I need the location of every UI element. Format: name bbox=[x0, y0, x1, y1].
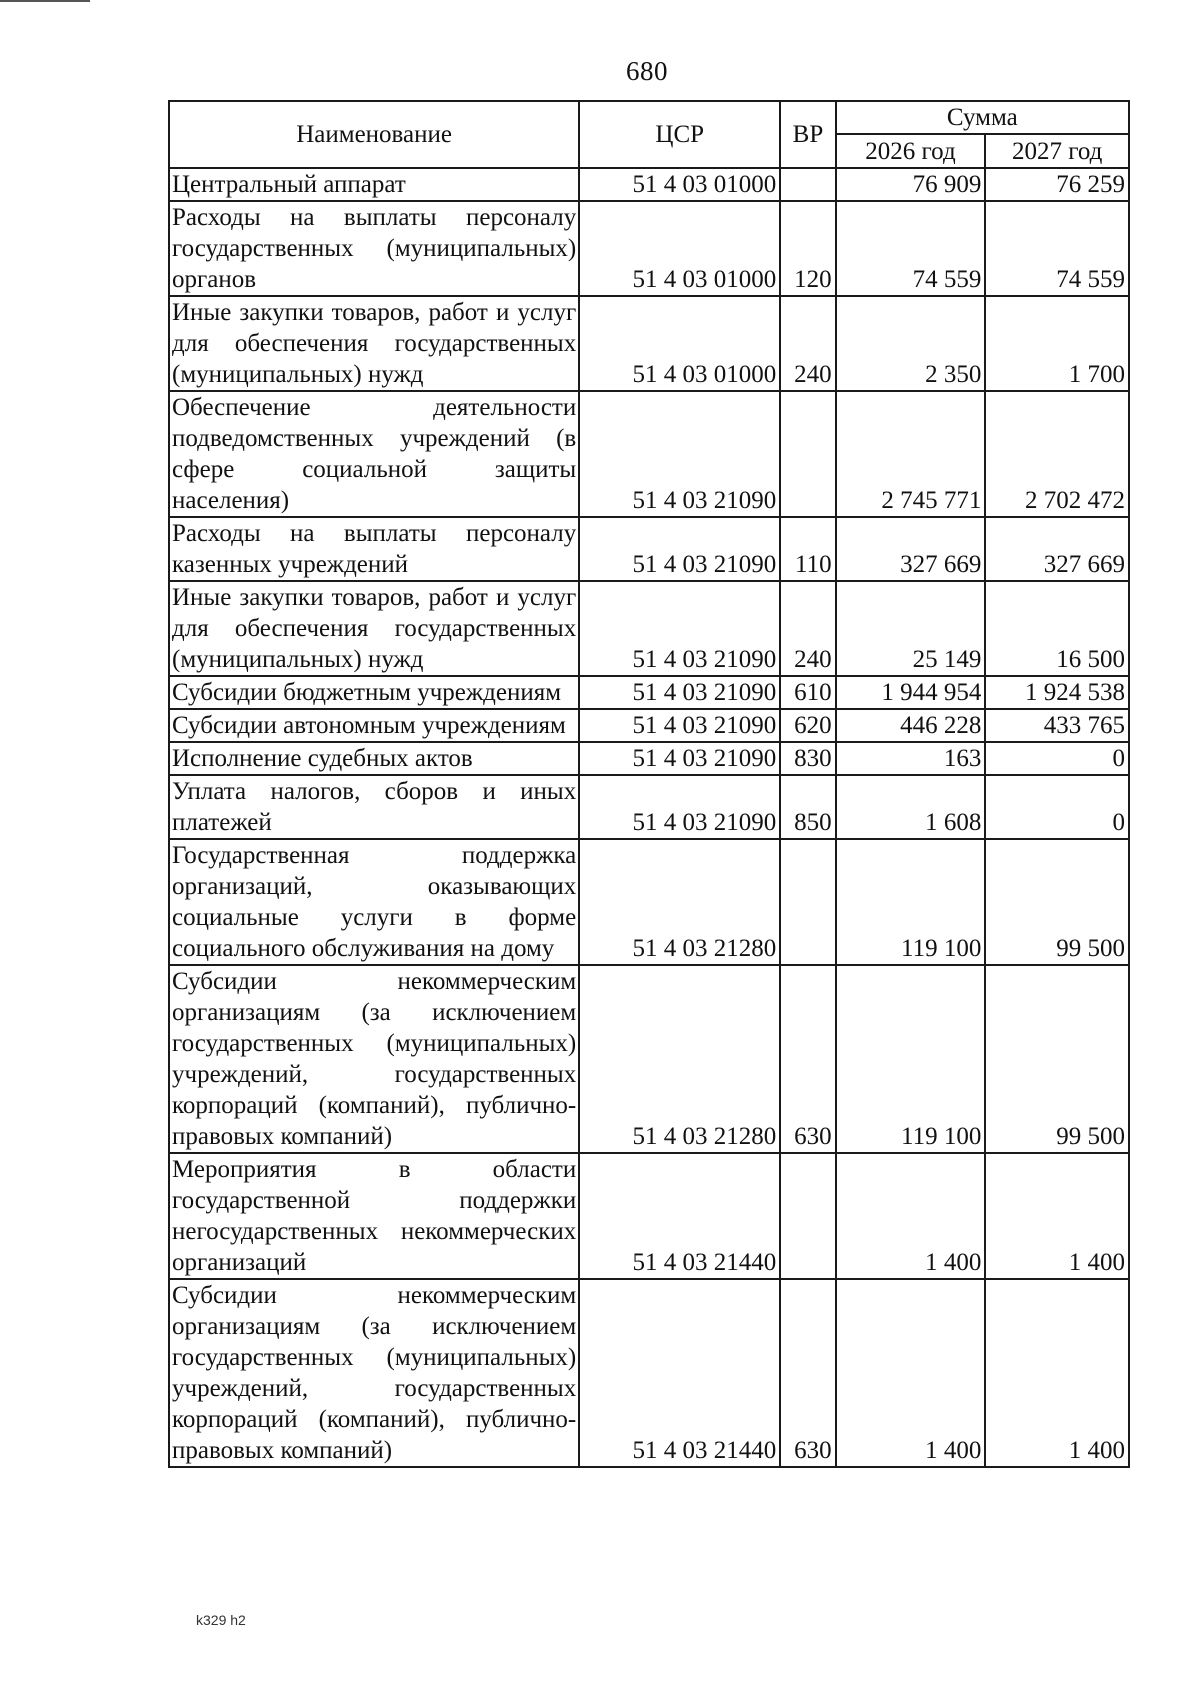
table-row bbox=[169, 201, 1129, 296]
row-csr: 51 4 03 01000 bbox=[579, 201, 780, 296]
row-name: Уплата налогов, сборов и иных платежей bbox=[169, 775, 579, 839]
row-sum-2026: 119 100 bbox=[836, 839, 986, 965]
row-name: Центральный аппарат bbox=[169, 168, 579, 201]
row-vr: 610 bbox=[780, 676, 835, 709]
row-sum-2026: 74 559 bbox=[836, 201, 986, 296]
table-row bbox=[169, 1279, 1129, 1467]
budget-table bbox=[168, 100, 1130, 1468]
row-csr: 51 4 03 21440 bbox=[579, 1153, 780, 1279]
row-vr: 120 bbox=[780, 201, 835, 296]
row-name: Субсидии бюджетным учреждениям bbox=[169, 676, 579, 709]
row-vr: 620 bbox=[780, 709, 835, 742]
row-name: Расходы на выплаты персоналу государственных (муниципальных) органов bbox=[169, 201, 579, 296]
row-csr: 51 4 03 21090 bbox=[579, 775, 780, 839]
row-vr: 110 bbox=[780, 517, 835, 581]
row-sum-2027: 74 559 bbox=[985, 201, 1129, 296]
table-row bbox=[169, 517, 1129, 581]
row-sum-2027: 1 700 bbox=[985, 296, 1129, 391]
table-row bbox=[169, 709, 1129, 742]
row-sum-2026: 1 400 bbox=[836, 1279, 986, 1467]
row-vr bbox=[780, 168, 835, 201]
row-sum-2027: 16 500 bbox=[985, 581, 1129, 676]
row-sum-2027: 0 bbox=[985, 742, 1129, 775]
table-row bbox=[169, 1153, 1129, 1279]
row-name: Субсидии некоммерческим организациям (за исключением государственных (муниципальных) учреждений, государственных корпораций (компаний), публично-правовых компаний) bbox=[169, 965, 579, 1153]
row-csr: 51 4 03 21280 bbox=[579, 965, 780, 1153]
row-vr bbox=[780, 1153, 835, 1279]
row-sum-2026: 327 669 bbox=[836, 517, 986, 581]
row-csr: 51 4 03 21090 bbox=[579, 742, 780, 775]
row-name: Субсидии автономным учреждениям bbox=[169, 709, 579, 742]
row-sum-2027: 1 924 538 bbox=[985, 676, 1129, 709]
table-row bbox=[169, 391, 1129, 517]
row-vr bbox=[780, 391, 835, 517]
row-sum-2026: 2 350 bbox=[836, 296, 986, 391]
row-sum-2027: 2 702 472 bbox=[985, 391, 1129, 517]
row-sum-2026: 2 745 771 bbox=[836, 391, 986, 517]
header-sum: Сумма bbox=[836, 101, 1129, 134]
row-sum-2027: 99 500 bbox=[985, 965, 1129, 1153]
row-name: Субсидии некоммерческим организациям (за исключением государственных (муниципальных) учреждений, государственных корпораций (компаний), публично-правовых компаний) bbox=[169, 1279, 579, 1467]
row-vr: 850 bbox=[780, 775, 835, 839]
table-body bbox=[169, 168, 1129, 1467]
row-sum-2027: 327 669 bbox=[985, 517, 1129, 581]
table-row bbox=[169, 742, 1129, 775]
row-sum-2026: 163 bbox=[836, 742, 986, 775]
row-sum-2026: 76 909 bbox=[836, 168, 986, 201]
table-row bbox=[169, 775, 1129, 839]
table-row bbox=[169, 965, 1129, 1153]
row-sum-2026: 446 228 bbox=[836, 709, 986, 742]
row-csr: 51 4 03 21090 bbox=[579, 676, 780, 709]
row-vr bbox=[780, 839, 835, 965]
footer-code: k329 h2 bbox=[196, 1612, 246, 1628]
row-name: Иные закупки товаров, работ и услуг для обеспечения государственных (муниципальных) нужд bbox=[169, 296, 579, 391]
row-csr: 51 4 03 21280 bbox=[579, 839, 780, 965]
row-vr: 240 bbox=[780, 581, 835, 676]
row-sum-2027: 76 259 bbox=[985, 168, 1129, 201]
header-year-2026: 2026 год bbox=[836, 134, 986, 168]
row-sum-2027: 0 bbox=[985, 775, 1129, 839]
row-sum-2027: 433 765 bbox=[985, 709, 1129, 742]
row-csr: 51 4 03 21090 bbox=[579, 581, 780, 676]
row-name: Исполнение судебных актов bbox=[169, 742, 579, 775]
row-sum-2026: 1 608 bbox=[836, 775, 986, 839]
row-name: Иные закупки товаров, работ и услуг для обеспечения государственных (муниципальных) нужд bbox=[169, 581, 579, 676]
row-csr: 51 4 03 21090 bbox=[579, 391, 780, 517]
row-name: Расходы на выплаты персоналу казенных учреждений bbox=[169, 517, 579, 581]
row-sum-2026: 25 149 bbox=[836, 581, 986, 676]
header-csr: ЦСР bbox=[579, 101, 780, 168]
row-sum-2026: 1 400 bbox=[836, 1153, 986, 1279]
page-number: 680 bbox=[626, 56, 668, 86]
table-row bbox=[169, 581, 1129, 676]
header-vr: ВР bbox=[780, 101, 835, 168]
row-csr: 51 4 03 01000 bbox=[579, 296, 780, 391]
header-name: Наименование bbox=[169, 101, 579, 168]
row-sum-2026: 119 100 bbox=[836, 965, 986, 1153]
header-year-2027: 2027 год bbox=[985, 134, 1129, 168]
row-csr: 51 4 03 01000 bbox=[579, 168, 780, 201]
row-name: Мероприятия в области государственной поддержки негосударственных некоммерческих организаций bbox=[169, 1153, 579, 1279]
scan-edge-mark bbox=[0, 0, 90, 2]
table-header bbox=[169, 101, 1129, 168]
row-sum-2027: 1 400 bbox=[985, 1279, 1129, 1467]
row-vr: 240 bbox=[780, 296, 835, 391]
row-csr: 51 4 03 21090 bbox=[579, 709, 780, 742]
row-vr: 630 bbox=[780, 965, 835, 1153]
row-sum-2027: 1 400 bbox=[985, 1153, 1129, 1279]
table-row bbox=[169, 839, 1129, 965]
row-csr: 51 4 03 21090 bbox=[579, 517, 780, 581]
table-row bbox=[169, 676, 1129, 709]
row-vr: 830 bbox=[780, 742, 835, 775]
row-vr: 630 bbox=[780, 1279, 835, 1467]
row-name: Государственная поддержка организаций, оказывающих социальные услуги в форме социального обслуживания на дому bbox=[169, 839, 579, 965]
table-row bbox=[169, 296, 1129, 391]
row-csr: 51 4 03 21440 bbox=[579, 1279, 780, 1467]
row-sum-2026: 1 944 954 bbox=[836, 676, 986, 709]
table-row bbox=[169, 168, 1129, 201]
row-sum-2027: 99 500 bbox=[985, 839, 1129, 965]
row-name: Обеспечение деятельности подведомственных учреждений (в сфере социальной защиты населения) bbox=[169, 391, 579, 517]
